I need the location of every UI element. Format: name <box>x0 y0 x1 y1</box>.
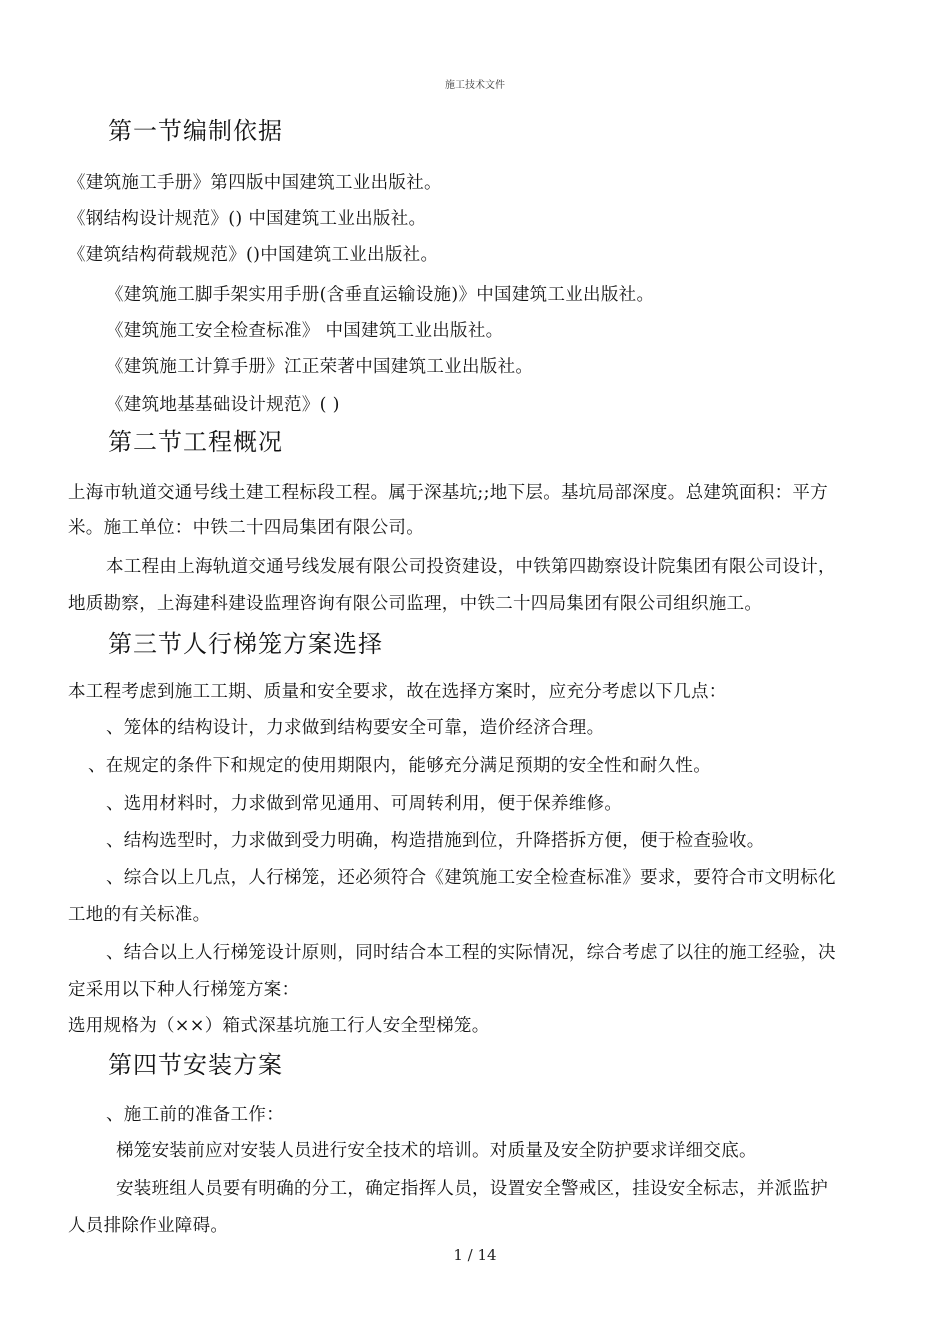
list-item: 、结构选型时，力求做到受力明确，构造措施到位，升降搭拆方便，便于检查验收。 <box>106 831 765 851</box>
list-item: 、笼体的结构设计，力求做到结构要安全可靠，造价经济合理。 <box>106 718 605 738</box>
section-1-title: 第一节编制依据 <box>108 117 283 145</box>
reference-line: 《建筑施工安全检查标准》 中国建筑工业出版社。 <box>106 321 504 341</box>
reference-line: 《钢结构设计规范》() 中国建筑工业出版社。 <box>68 209 427 229</box>
list-item: 、综合以上几点，人行梯笼，还必须符合《建筑施工安全检查标准》要求，要符合市文明标化 <box>106 868 836 888</box>
paragraph-line: 梯笼安装前应对安装人员进行安全技术的培训。对质量及安全防护要求详细交底。 <box>116 1141 757 1161</box>
reference-line: 《建筑结构荷载规范》()中国建筑工业出版社。 <box>68 245 439 265</box>
reference-line: 《建筑施工脚手架实用手册(含垂直运输设施)》中国建筑工业出版社。 <box>106 285 655 305</box>
paragraph-line: 本工程考虑到施工工期、质量和安全要求，故在选择方案时，应充分考虑以下几点： <box>68 682 727 702</box>
section-4-title: 第四节安装方案 <box>108 1051 283 1079</box>
paragraph-line: 本工程由上海轨道交通号线发展有限公司投资建设，中铁第四勘察设计院集团有限公司设计， <box>106 557 836 577</box>
section-3-title: 第三节人行梯笼方案选择 <box>108 630 383 658</box>
paragraph-line: 选用规格为（××）箱式深基坑施工行人安全型梯笼。 <box>68 1016 490 1036</box>
list-item: 、选用材料时，力求做到常见通用、可周转利用，便于保养维修。 <box>106 794 623 814</box>
list-item: 、施工前的准备工作： <box>106 1105 284 1125</box>
paragraph-line: 安装班组人员要有明确的分工，确定指挥人员，设置安全警戒区，挂设安全标志，并派监护 <box>116 1179 828 1199</box>
reference-line: 《建筑施工手册》第四版中国建筑工业出版社。 <box>68 173 442 193</box>
reference-line: 《建筑地基基础设计规范》( ) <box>106 395 340 415</box>
page-header: 施工技术文件 <box>445 80 505 91</box>
list-item: 、结合以上人行梯笼设计原则，同时结合本工程的实际情况，综合考虑了以往的施工经验，决 <box>106 943 836 963</box>
paragraph-line: 地质勘察，上海建科建设监理咨询有限公司监理，中铁二十四局集团有限公司组织施工。 <box>68 594 763 614</box>
list-item: 定采用以下种人行梯笼方案： <box>68 980 300 1000</box>
list-item: 、在规定的条件下和规定的使用期限内，能够充分满足预期的安全性和耐久性。 <box>88 756 711 776</box>
paragraph-line: 米。施工单位：中铁二十四局集团有限公司。 <box>68 518 424 538</box>
paragraph-line: 上海市轨道交通号线土建工程标段工程。属于深基坑;;地下层。基坑局部深度。总建筑面积：平方 <box>68 483 828 503</box>
reference-line: 《建筑施工计算手册》江正荣著中国建筑工业出版社。 <box>106 357 534 377</box>
list-item: 工地的有关标准。 <box>68 905 211 925</box>
paragraph-line: 人员排除作业障碍。 <box>68 1216 229 1236</box>
section-2-title: 第二节工程概况 <box>108 428 283 456</box>
page-number: 1 / 14 <box>453 1246 497 1264</box>
